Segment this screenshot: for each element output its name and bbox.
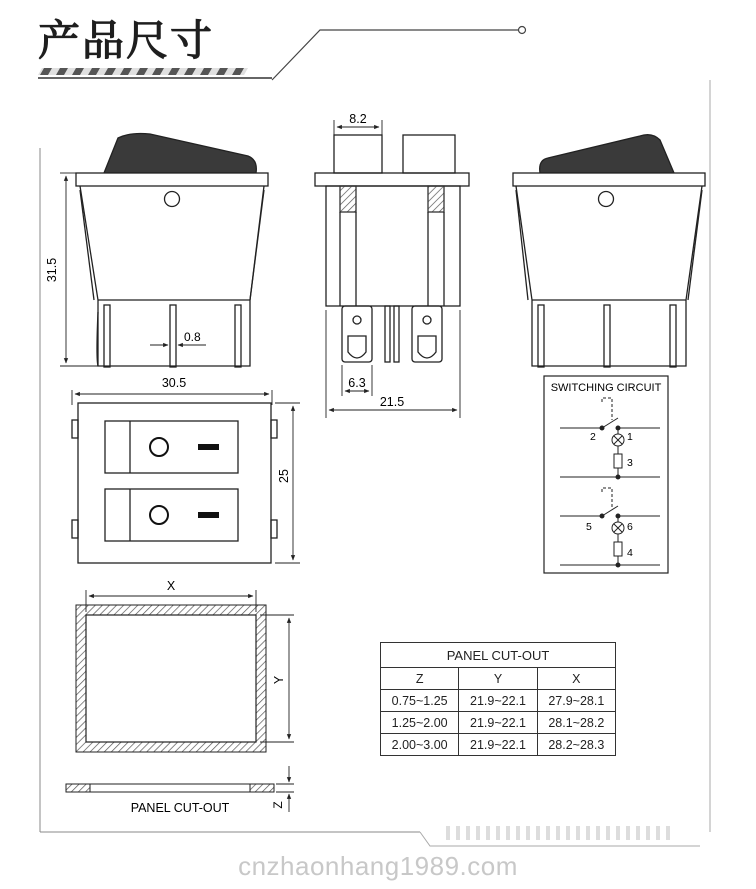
panel-cutout-table	[380, 642, 616, 756]
side-view-dimensions	[326, 120, 460, 418]
dim-label-height-31-5: 31.5	[45, 257, 59, 283]
off-symbol-icon	[150, 438, 168, 524]
table-caption: PANEL CUT-OUT	[381, 643, 616, 668]
terminal-2-label: 2	[590, 431, 596, 443]
table-cell: 1.25~2.00	[381, 712, 459, 734]
dim-label-pin-6-3: 6.3	[348, 376, 366, 390]
terminal-1-label: 1	[627, 431, 633, 443]
circuit-title: SWITCHING CIRCUIT	[550, 382, 662, 394]
side-view	[315, 135, 469, 362]
cutout-y-label: Y	[272, 675, 286, 685]
watermark-text: cnzhaonhang1989.com	[238, 851, 518, 881]
dim-label-top-8-2: 8.2	[349, 112, 367, 126]
table-header-z: Z	[381, 668, 459, 690]
panel-cutout-view	[76, 605, 266, 752]
front-view-dimensions	[60, 173, 272, 405]
cutout-x-label: X	[166, 579, 176, 593]
page-title: 产品尺寸	[38, 16, 215, 65]
panel-side-section	[66, 784, 274, 792]
dim-label-height-25: 25	[277, 469, 291, 483]
table-cell: 21.9~22.1	[459, 690, 537, 712]
table-cell: 28.1~28.2	[537, 712, 615, 734]
table-cell: 2.00~3.00	[381, 734, 459, 756]
terminal-4-label: 4	[627, 547, 633, 559]
table-row	[381, 690, 616, 712]
table-row	[381, 734, 616, 756]
cutout-side-caption: PANEL CUT-OUT	[130, 801, 230, 815]
terminal-3-label: 3	[627, 457, 633, 469]
decorative-strip	[446, 826, 670, 840]
table-cell: 21.9~22.1	[459, 712, 537, 734]
title-decoration	[38, 27, 526, 81]
table-cell: 27.9~28.1	[537, 690, 615, 712]
terminal-5-label: 5	[586, 521, 592, 533]
table-header-row	[381, 668, 616, 690]
dim-label-pin-0-8: 0.8	[184, 330, 201, 344]
cutout-z-label: Z	[271, 801, 285, 809]
dim-label-depth-21-5: 21.5	[379, 395, 405, 409]
table-cell: 0.75~1.25	[381, 690, 459, 712]
terminal-6-label: 6	[627, 521, 633, 533]
table-row	[381, 712, 616, 734]
table-header-x: X	[537, 668, 615, 690]
front-view	[76, 134, 268, 368]
table-cell: 21.9~22.1	[459, 734, 537, 756]
rear-view	[513, 135, 705, 367]
top-view	[72, 403, 277, 563]
dim-label-width-30-5: 30.5	[161, 376, 187, 390]
switching-circuit	[544, 376, 668, 573]
on-symbol-icon	[198, 444, 219, 518]
table-cell: 28.2~28.3	[537, 734, 615, 756]
table-header-y: Y	[459, 668, 537, 690]
